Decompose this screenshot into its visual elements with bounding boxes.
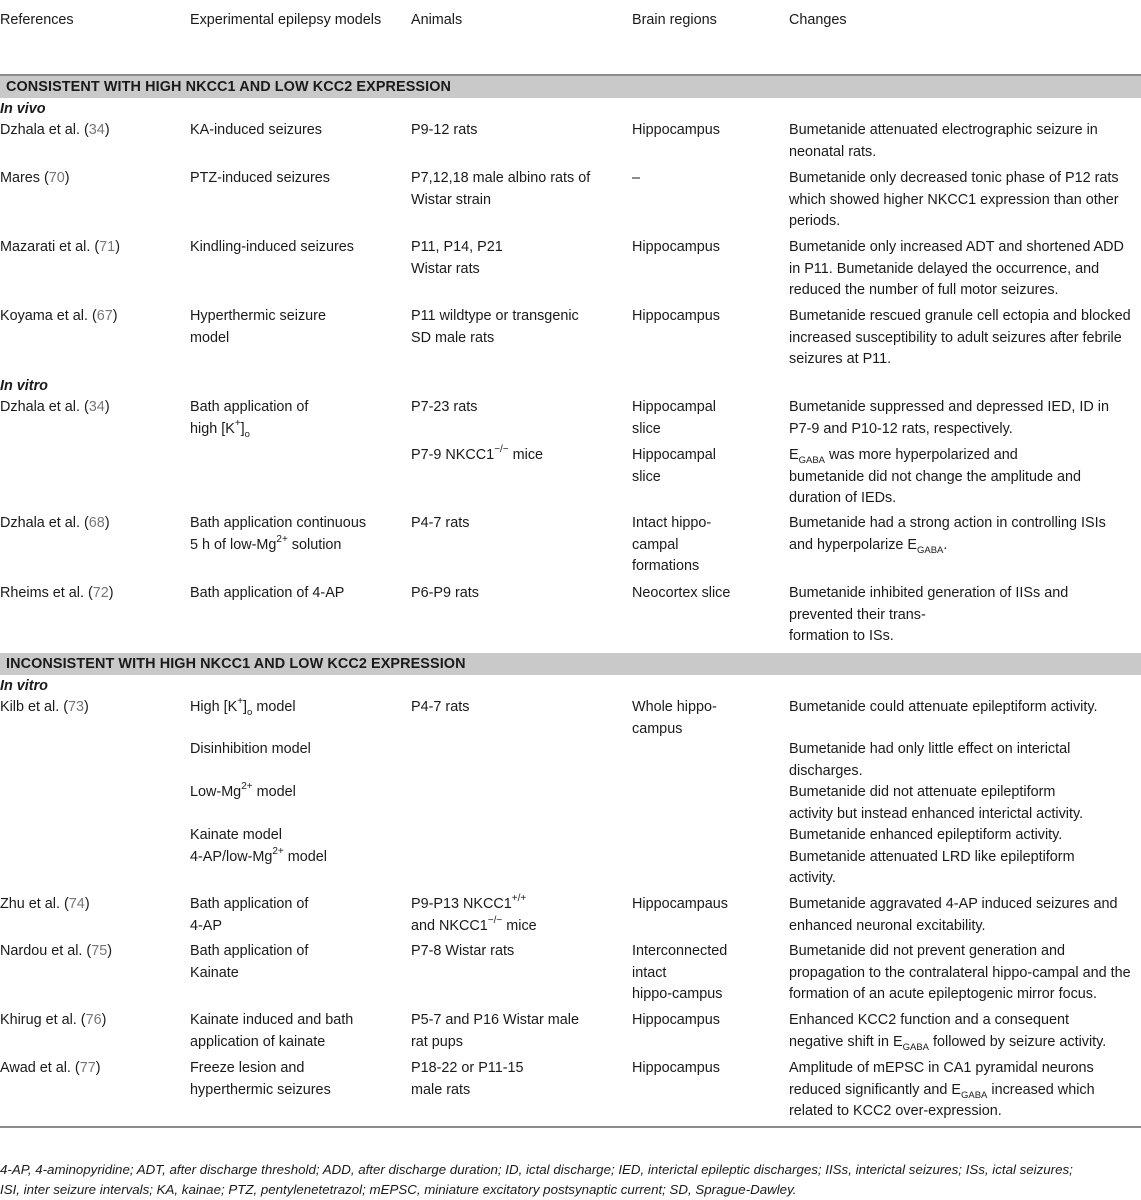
table-row — [0, 1058, 1141, 1126]
reference-cell: Dzhala et al. (34) — [0, 122, 110, 138]
table-bottom-rule — [0, 1126, 1141, 1128]
animals-cell: P4-7 rats — [411, 515, 470, 531]
reference-cell: Mares (70) — [0, 170, 70, 186]
region-cell: Hippocampus — [632, 1060, 720, 1076]
animals-cell: P11 wildtype or transgenic SD male rats — [411, 308, 579, 346]
change-cell: Bumetanide had only little effect on interictal discharges. — [789, 741, 1071, 779]
reference-cell: Dzhala et al. (68) — [0, 515, 110, 531]
table-row — [0, 894, 1141, 941]
table-header — [0, 0, 1141, 64]
animals-cell: P18-22 or P11-15 male rats — [411, 1060, 524, 1098]
animals-cell: P7-8 Wistar rats — [411, 943, 515, 959]
section-consistent: CONSISTENT WITH HIGH NKCC1 AND LOW KCC2 EXPRESSION — [0, 76, 1141, 98]
animals-cell: P9-P13 NKCC1+/+ and NKCC1−/− mice — [411, 893, 537, 934]
change-cell: Bumetanide had a strong action in controlling ISIs and hyperpolarize $E_{GABA}$. — [789, 515, 1106, 556]
region-cell: Hippocampaus — [632, 896, 728, 912]
animals-cell: P7-9 NKCC1−/− mice — [411, 444, 544, 463]
model-cell: Hyperthermic seizure model — [190, 308, 326, 346]
reference-cell: Mazarati et al. (71) — [0, 239, 120, 255]
col-references: References — [0, 12, 74, 28]
region-cell: Interconnected intact hippo-campus — [632, 943, 728, 1002]
model-cell: Bath application continuous 5 h of low-$Mg^{2+}$ solution — [190, 515, 367, 553]
table-row — [0, 168, 1141, 237]
region-cell: – — [632, 170, 641, 186]
citation-link[interactable]: 68 — [88, 515, 105, 531]
reference-cell: Dzhala et al. (34) — [0, 399, 110, 415]
change-cell: Bumetanide did not prevent generation and propagation to the contralateral hippo-campal and the formation of an acute epileptogenic mirror focus. — [789, 943, 1131, 1002]
change-cell: Enhanced KCC2 function and a consequent negative shift in $E_{GABA}$ followed by seizure activity. — [789, 1012, 1107, 1053]
region-cell: Hippocampus — [632, 122, 720, 138]
region-cell: Whole hippo- campus — [632, 699, 717, 737]
change-cell: $E_{GABA}$ was more hyperpolarized and bumetanide did not change the amplitude and duration of IEDs. — [789, 447, 1082, 506]
change-cell: Bumetanide only decreased tonic phase of P12 rats which showed higher NKCC1 expression than other periods. — [789, 170, 1119, 229]
reference-cell: Kilb et al. (73) — [0, 699, 89, 715]
region-cell: Hippocampus — [632, 1012, 720, 1028]
change-cell: Bumetanide did not attenuate epileptiform activity but instead enhanced interictal activity. — [789, 784, 1084, 822]
change-cell: Bumetanide rescued granule cell ectopia and blocked increased susceptibility to adult seizures after febrile seizures at P11. — [789, 308, 1131, 367]
subsection-in-vitro: In vitro — [0, 678, 48, 694]
citation-link[interactable]: 34 — [88, 122, 105, 138]
change-cell: Bumetanide attenuated electrographic seizure in neonatal rats. — [789, 122, 1098, 160]
citation-link[interactable]: 77 — [79, 1060, 96, 1076]
table-row — [0, 941, 1141, 1010]
change-cell: Bumetanide enhanced epileptiform activity. Bumetanide attenuated LRD like epileptiform activity. — [789, 827, 1075, 886]
reference-cell: Koyama et al. (67) — [0, 308, 118, 324]
model-cell: Kainate model $4-AP/low-Mg^{2+}$ model — [190, 827, 327, 865]
table-row — [0, 445, 1141, 513]
col-brain-regions: Brain regions — [632, 12, 717, 28]
model-cell: Bath application of high $[K^+]_o$ — [190, 399, 309, 440]
model-cell: Kainate induced and bath application of kainate — [190, 1012, 354, 1050]
model-cell: Freeze lesion and hyperthermic seizures — [190, 1060, 331, 1098]
change-cell: Bumetanide inhibited generation of IISs and prevented their trans- formation to ISs. — [789, 585, 1069, 644]
model-cell: KA-induced seizures — [190, 122, 322, 138]
table-row — [0, 306, 1141, 375]
table-row — [0, 583, 1141, 653]
model-cell: Disinhibition model — [190, 741, 311, 757]
region-cell: Hippocampus — [632, 308, 720, 324]
animals-cell: P4-7 rats — [411, 699, 470, 715]
model-cell: High $[K^+]_o$ model — [190, 696, 296, 718]
reference-cell: Awad et al. (77) — [0, 1060, 101, 1076]
table-row — [0, 782, 1141, 825]
citation-link[interactable]: 76 — [85, 1012, 102, 1028]
model-cell: Low-$Mg^{2+}$ model — [190, 781, 296, 800]
citation-link[interactable]: 67 — [96, 308, 113, 324]
citation-link[interactable]: 72 — [92, 585, 109, 601]
region-cell: Hippocampus — [632, 239, 720, 255]
citation-link[interactable]: 34 — [88, 399, 105, 415]
change-cell: Bumetanide only increased ADT and shortened ADD in P11. Bumetanide delayed the occurrence, and reduced the number of full motor seizures. — [789, 239, 1124, 298]
table-row — [0, 120, 1141, 168]
change-cell: Amplitude of mEPSC in CA1 pyramidal neurons reduced significantly and $E_{GABA}$ increased which related to KCC2 over-expression. — [789, 1060, 1095, 1119]
col-changes: Changes — [789, 12, 847, 28]
table-row — [0, 825, 1141, 894]
citation-link[interactable]: 74 — [68, 896, 85, 912]
reference-cell: Khirug et al. (76) — [0, 1012, 107, 1028]
region-cell: Hippocampal slice — [632, 447, 716, 485]
region-cell: Hippocampal slice — [632, 399, 716, 437]
model-cell: Bath application of 4-AP — [190, 585, 345, 601]
change-cell: Bumetanide aggravated 4-AP induced seizures and enhanced neuronal excitability. — [789, 896, 1118, 934]
table-footnote: 4-AP, 4-aminopyridine; ADT, after discharge threshold; ADD, after discharge duration; ID, ictal discharge; IED, interictal epileptic discharges; IISs, interictal seizures; ISs, ictal seizures; ISI, inter seizure intervals; KA, kainae; PTZ, pentylenetetrazol; mEPSC, miniature excitatory postsynaptic current; SD, Sprague-Dawley. — [0, 1162, 1073, 1197]
table-row — [0, 1010, 1141, 1058]
table-row — [0, 513, 1141, 583]
subsection-in-vivo: In vivo — [0, 101, 46, 117]
animals-cell: P6-P9 rats — [411, 585, 479, 601]
animals-cell: P5-7 and P16 Wistar male rat pups — [411, 1012, 579, 1050]
model-cell: PTZ-induced seizures — [190, 170, 330, 186]
subsection-in-vitro: In vitro — [0, 378, 48, 394]
col-animals: Animals — [411, 12, 463, 28]
region-cell: Intact hippo- campal formations — [632, 515, 712, 574]
model-cell: Bath application of Kainate — [190, 943, 309, 981]
citation-link[interactable]: 75 — [91, 943, 108, 959]
model-cell: Kindling-induced seizures — [190, 239, 354, 255]
change-cell: Bumetanide suppressed and depressed IED, ID in P7-9 and P10-12 rats, respectively. — [789, 399, 1109, 437]
table-row — [0, 397, 1141, 445]
table-row — [0, 739, 1141, 782]
model-cell: Bath application of 4-AP — [190, 896, 309, 934]
table-row — [0, 697, 1141, 739]
change-cell: Bumetanide could attenuate epileptiform activity. — [789, 699, 1098, 715]
citation-link[interactable]: 70 — [48, 170, 65, 186]
region-cell: Neocortex slice — [632, 585, 731, 601]
reference-cell: Rheims et al. (72) — [0, 585, 114, 601]
section-inconsistent: INCONSISTENT WITH HIGH NKCC1 AND LOW KCC2 EXPRESSION — [0, 653, 1141, 675]
animals-cell: P7-23 rats — [411, 399, 478, 415]
reference-cell: Nardou et al. (75) — [0, 943, 112, 959]
animals-cell: P7,12,18 male albino rats of Wistar strain — [411, 170, 591, 208]
citation-link[interactable]: 71 — [99, 239, 116, 255]
table-row — [0, 237, 1141, 306]
citation-link[interactable]: 73 — [67, 699, 84, 715]
col-models: Experimental epilepsy models — [190, 12, 382, 28]
reference-cell: Zhu et al. (74) — [0, 896, 90, 912]
animals-cell: P9-12 rats — [411, 122, 478, 138]
animals-cell: P11, P14, P21 Wistar rats — [411, 239, 503, 277]
